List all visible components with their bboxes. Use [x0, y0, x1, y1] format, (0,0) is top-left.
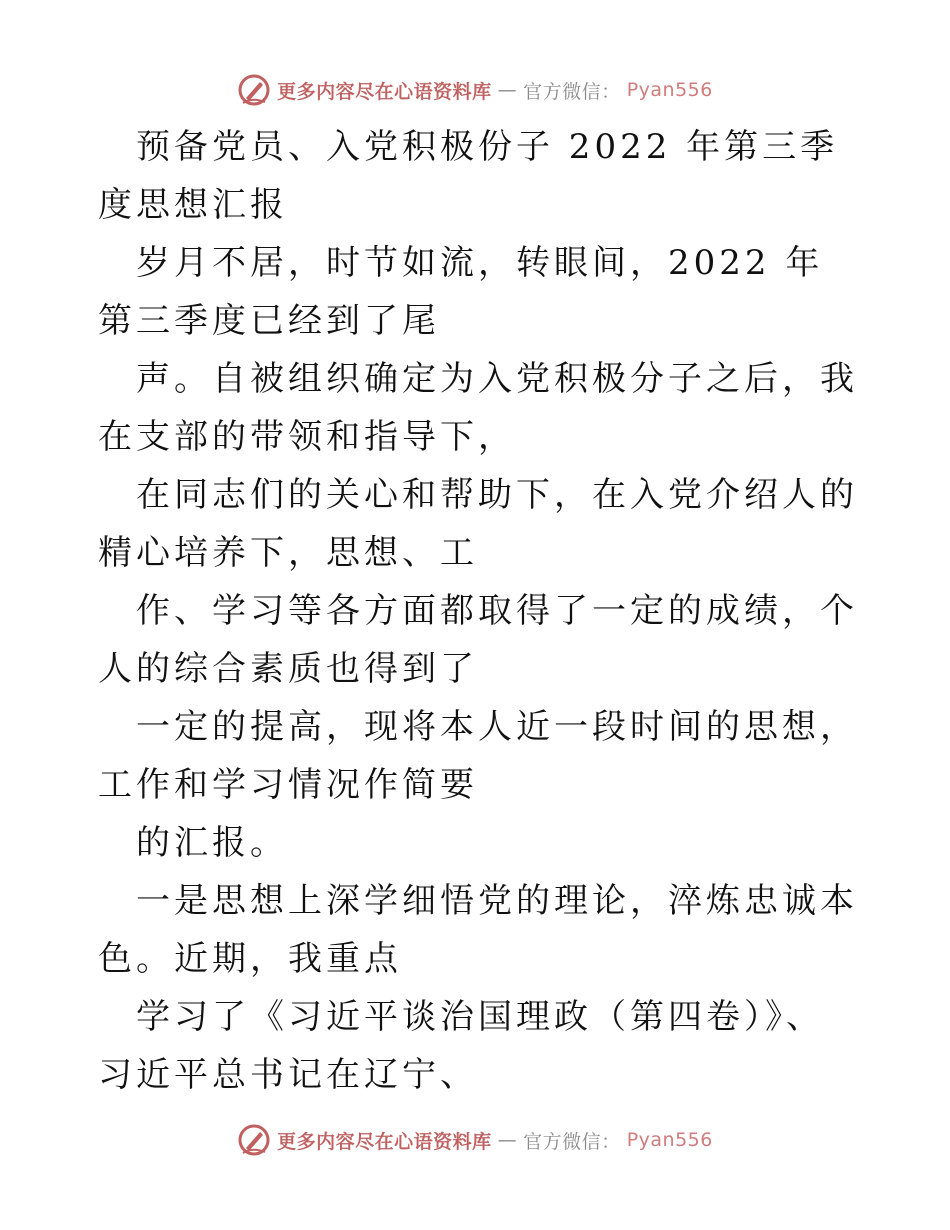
pen-logo-icon	[237, 73, 271, 107]
header-brand-text: 更多内容尽在心语资料库	[277, 80, 492, 103]
header-wechat-label: 官方微信：	[523, 80, 621, 103]
paragraph-line: 学习了《习近平谈治国理政（第四卷）》、习近平总书记在辽宁、	[98, 997, 824, 1095]
paragraph-line: 声。自被组织确定为入党积极分子之后，我在支部的带领和指导下，	[98, 359, 858, 457]
header-wechat-id: Pyan556	[626, 79, 713, 101]
footer-wechat-label: 官方微信：	[523, 1130, 621, 1153]
paragraph-line: 一定的提高，现将本人近一段时间的思想，工作和学习情况作简要	[98, 707, 858, 805]
document-body	[98, 118, 858, 1104]
header-banner-inner	[237, 73, 713, 107]
footer-separator: —	[497, 1129, 518, 1151]
footer-wechat-id: Pyan556	[626, 1129, 713, 1151]
header-separator: —	[497, 79, 518, 101]
pen-logo-icon	[237, 1123, 271, 1157]
paragraph-line: 一是思想上深学细悟党的理论，淬炼忠诚本色。近期，我重点	[98, 881, 858, 979]
document-title: 预备党员、入党积极份子 2022 年第三季度思想汇报	[98, 127, 839, 225]
footer-banner-inner	[237, 1123, 713, 1157]
paragraph-line: 的汇报。	[136, 823, 288, 863]
footer-brand-text: 更多内容尽在心语资料库	[277, 1130, 492, 1153]
header-banner	[0, 70, 950, 110]
footer-banner	[0, 1120, 950, 1160]
paragraph-line: 岁月不居，时节如流，转眼间，2022 年第三季度已经到了尾	[98, 243, 824, 341]
paragraph-line: 作、学习等各方面都取得了一定的成绩，个人的综合素质也得到了	[98, 591, 858, 689]
paragraph-line: 在同志们的关心和帮助下，在入党介绍人的精心培养下，思想、工	[98, 475, 858, 573]
